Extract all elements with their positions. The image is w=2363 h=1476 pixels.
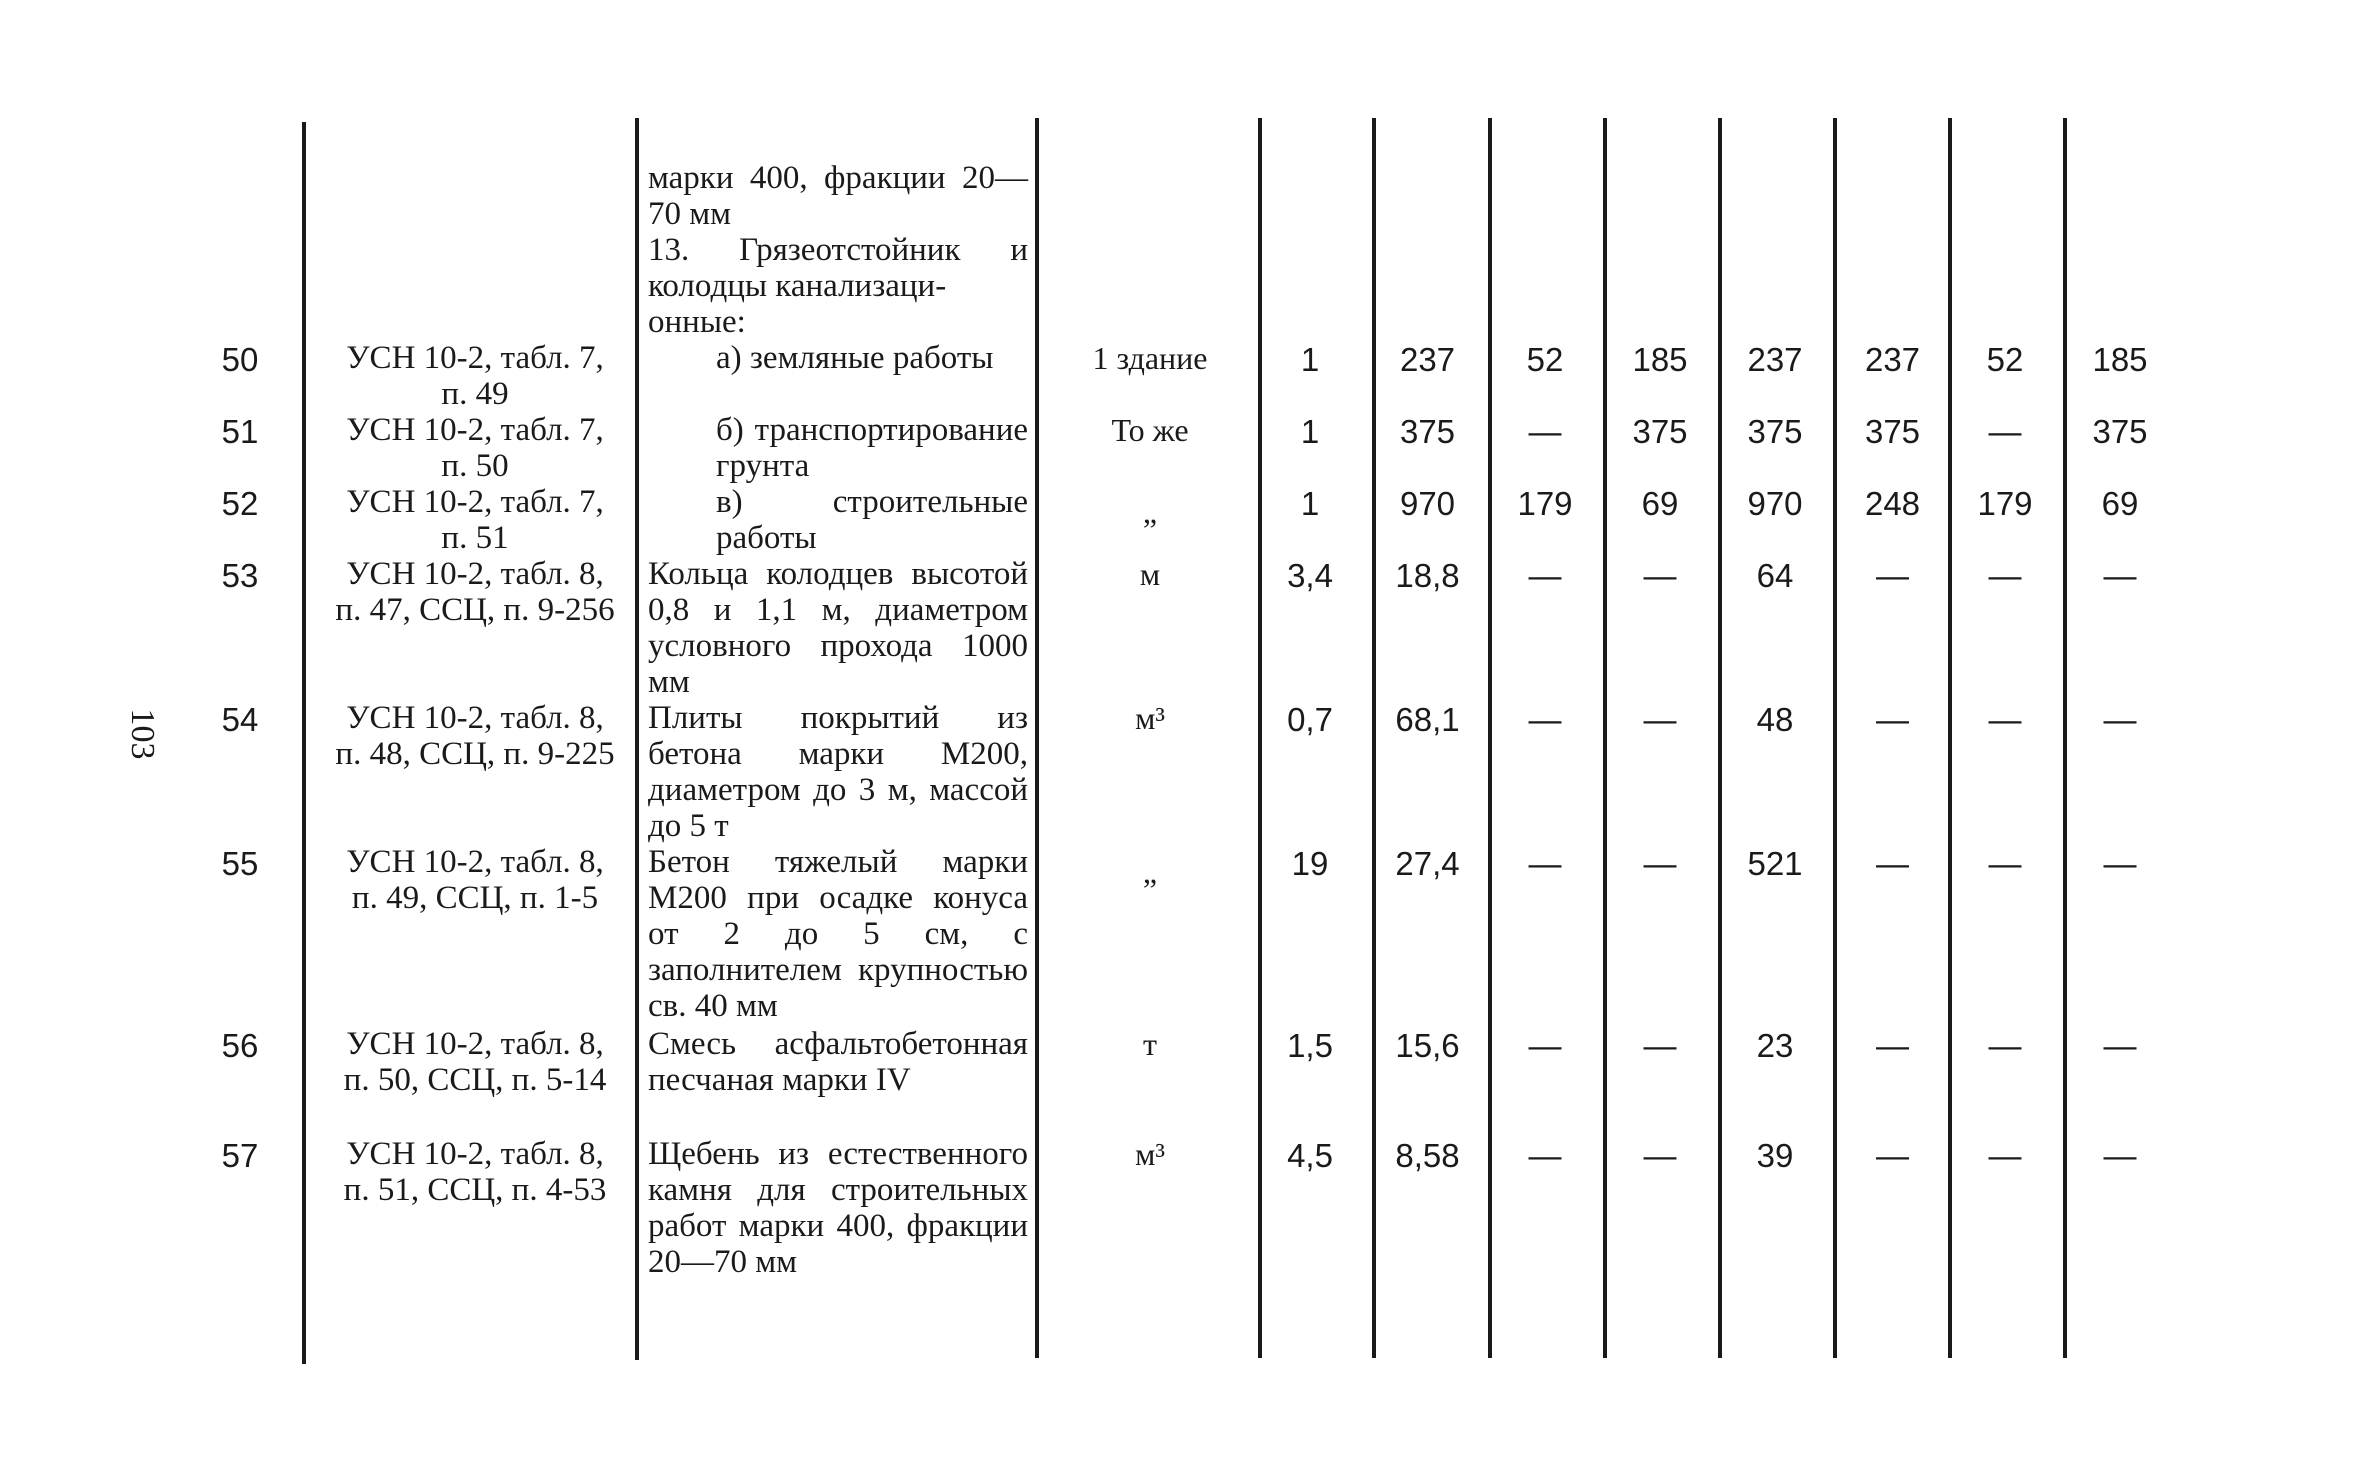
row-number: 52 xyxy=(221,485,259,522)
row-value: 69 xyxy=(1641,485,1679,522)
row-number: 53 xyxy=(221,557,259,594)
row-value: 970 xyxy=(1747,485,1803,522)
row-value: — xyxy=(1876,1137,1909,1174)
row-value: 15,6 xyxy=(1395,1027,1460,1064)
row-value: 3,4 xyxy=(1287,557,1333,594)
row-value: 1 xyxy=(1300,485,1320,522)
row-value: 52 xyxy=(1986,341,2024,378)
row-value: 521 xyxy=(1747,845,1803,882)
row-value: 8,58 xyxy=(1395,1137,1460,1174)
row-unit: „ xyxy=(1142,494,1158,530)
row-value: — xyxy=(1988,845,2022,882)
row-value: 375 xyxy=(2092,413,2148,450)
row-value: 39 xyxy=(1756,1137,1794,1174)
row-value: 179 xyxy=(1517,485,1573,522)
row-value: — xyxy=(1528,701,1562,738)
row-basis: УСН 10-2, табл. 8, п. 50, ССЦ, п. 5-14 xyxy=(343,1026,607,1098)
row-unit: м³ xyxy=(1135,1136,1165,1172)
row-description: Щебень из естественного камня для строительных работ марки 400, фракции 20—70 мм xyxy=(648,1136,1028,1280)
row-value: 248 xyxy=(1864,485,1921,522)
row-value: 185 xyxy=(1632,341,1688,378)
section-heading-text: 13. Грязеотстойник и колодцы канализаци- xyxy=(648,232,1028,304)
row-value: — xyxy=(1876,557,1909,594)
row-unit: м³ xyxy=(1135,700,1165,736)
row-basis: УСН 10-2, табл. 8, п. 49, ССЦ, п. 1-5 xyxy=(346,844,604,916)
row-basis: УСН 10-2, табл. 7, п. 51 xyxy=(346,484,604,556)
row-value: 1,5 xyxy=(1287,1027,1333,1064)
row-description: в) строительные работы xyxy=(716,484,1028,556)
row-number: 54 xyxy=(221,701,259,738)
section-heading xyxy=(648,232,1028,340)
row-basis: УСН 10-2, табл. 8, п. 48, ССЦ, п. 9-225 xyxy=(335,700,615,772)
row-value: — xyxy=(1876,1027,1909,1064)
row-value: — xyxy=(1528,1027,1562,1064)
row-value: 52 xyxy=(1526,341,1564,378)
row-value: — xyxy=(1643,1137,1677,1174)
row-value: 69 xyxy=(2101,485,2139,522)
row-value: 375 xyxy=(1747,413,1803,450)
row-description: Смесь асфальтобетонная песчаная марки IV xyxy=(648,1026,1028,1098)
row-value: 375 xyxy=(1632,413,1688,450)
row-basis: УСН 10-2, табл. 8, п. 47, ССЦ, п. 9-256 xyxy=(335,556,615,628)
row-value: 0,7 xyxy=(1287,701,1333,738)
row-value: — xyxy=(1988,1027,2022,1064)
row-value: — xyxy=(1988,1137,2022,1174)
row-value: 237 xyxy=(1747,341,1803,378)
row-value: 48 xyxy=(1756,701,1794,738)
row-value: — xyxy=(1876,701,1909,738)
row-value: — xyxy=(1528,413,1562,450)
row-value: 237 xyxy=(1399,341,1456,378)
row-value: — xyxy=(2103,557,2137,594)
row-value: — xyxy=(1643,701,1677,738)
row-value: — xyxy=(2103,845,2137,882)
row-description: а) земляные работы xyxy=(716,340,994,376)
row-unit: т xyxy=(1143,1026,1157,1062)
row-number: 51 xyxy=(221,413,259,450)
row-value: — xyxy=(1643,845,1677,882)
row-value: 68,1 xyxy=(1395,701,1460,738)
row-description: б) транспортирование грунта xyxy=(716,412,1028,484)
page-number: 103 xyxy=(124,708,161,760)
row-value: — xyxy=(1988,413,2022,450)
row-description: Кольца колодцев высотой 0,8 и 1,1 м, диаметром условного прохода 1000 мм xyxy=(648,556,1028,700)
row-value: — xyxy=(2103,701,2137,738)
row-value: 375 xyxy=(1399,413,1456,450)
row-value: 237 xyxy=(1864,341,1921,378)
row-basis: УСН 10-2, табл. 8, п. 51, ССЦ, п. 4-53 xyxy=(343,1136,607,1208)
row-value: 64 xyxy=(1756,557,1794,594)
row-unit: „ xyxy=(1142,854,1158,890)
row-value: — xyxy=(1988,701,2022,738)
continued-text: марки 400, фракции 20—70 мм xyxy=(648,160,1028,232)
row-value: 1 xyxy=(1300,341,1320,378)
row-number: 50 xyxy=(221,341,259,378)
row-value: — xyxy=(1876,845,1909,882)
row-value: 27,4 xyxy=(1395,845,1460,882)
column-rule xyxy=(1035,118,1039,1358)
row-value: — xyxy=(1988,557,2022,594)
row-value: 19 xyxy=(1291,845,1329,882)
row-value: — xyxy=(1643,557,1677,594)
row-value: 1 xyxy=(1300,413,1320,450)
row-value: — xyxy=(2103,1027,2137,1064)
row-description: Плиты покрытий из бетона марки М200, диаметром до 3 м, массой до 5 т xyxy=(648,700,1028,844)
row-value: 4,5 xyxy=(1287,1137,1333,1174)
row-value: 179 xyxy=(1977,485,2033,522)
row-unit: То же xyxy=(1111,412,1189,448)
row-basis: УСН 10-2, табл. 7, п. 50 xyxy=(346,412,604,484)
row-value: 185 xyxy=(2092,341,2148,378)
row-basis: УСН 10-2, табл. 7, п. 49 xyxy=(346,340,604,412)
row-number: 57 xyxy=(221,1137,259,1174)
section-heading-tail: онные: xyxy=(648,304,746,340)
row-value: — xyxy=(1528,557,1562,594)
row-unit: м xyxy=(1139,556,1161,592)
row-value: — xyxy=(1643,1027,1677,1064)
row-description: Бетон тяжелый марки М200 при осадке конуса от 2 до 5 см, с заполнителем крупностью св. 40 мм xyxy=(648,844,1028,1024)
row-value: 23 xyxy=(1756,1027,1794,1064)
row-value: 18,8 xyxy=(1395,557,1460,594)
row-value: 375 xyxy=(1864,413,1921,450)
row-number: 55 xyxy=(221,845,259,882)
row-value: — xyxy=(1528,1137,1562,1174)
row-value: — xyxy=(1528,845,1562,882)
column-rule xyxy=(635,118,639,1360)
column-rule xyxy=(302,122,306,1364)
row-number: 56 xyxy=(221,1027,259,1064)
row-value: — xyxy=(2103,1137,2137,1174)
row-unit: 1 здание xyxy=(1092,340,1208,376)
row-value: 970 xyxy=(1399,485,1456,522)
